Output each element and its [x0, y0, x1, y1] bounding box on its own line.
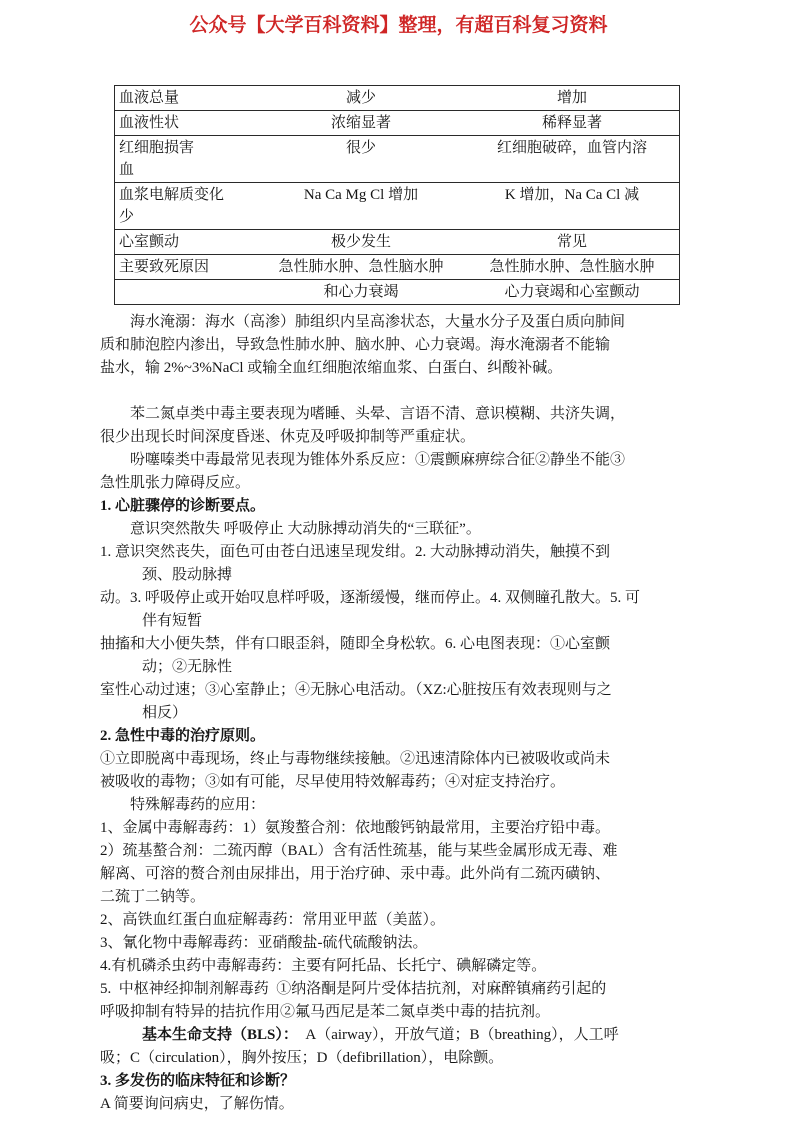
line-text: 呼吸抑制有特异的拮抗作用②氟马西尼是苯二氮卓类中毒的拮抗剂。: [100, 1004, 551, 1020]
section-heading: [100, 725, 697, 748]
table-cell: 增加: [556, 90, 587, 106]
text-line: [100, 794, 697, 817]
text-line: [100, 357, 697, 380]
text-line: [100, 702, 697, 725]
bold-text: 1. 心脏骤停的诊断要点。: [100, 498, 266, 514]
table-cell: 红细胞破碎，血管内溶: [496, 140, 647, 156]
line-text: 特殊解毒药的应用：: [130, 797, 266, 813]
text-line: [100, 840, 697, 863]
page-title: 公众号【大学百科资料】整理，有超百科复习资料: [189, 15, 608, 36]
line-text: 苯二氮卓类中毒主要表现为嗜睡、头晕、言语不清、意识模糊、共济失调，: [130, 406, 626, 422]
line-text: 意识突然散失 呼吸停止 大动脉搏动消失的“三联征”。: [130, 521, 481, 537]
table-cell: 常见: [556, 234, 587, 250]
text-line: [100, 955, 697, 978]
table-row: [115, 230, 679, 255]
line-text: 很少出现长时间深度昏迷、休克及呼吸抑制等严重症状。: [100, 429, 476, 445]
table-cell: 主要致死原因: [119, 259, 210, 275]
line-text: 相反）: [142, 705, 188, 721]
text-line: [100, 426, 697, 449]
text-line: [100, 1047, 697, 1070]
table-cell: 减少: [345, 90, 376, 106]
line-text: 抽搐和大小便失禁，伴有口眼歪斜，随即全身松软。6. 心电图表现：①心室颤: [100, 636, 611, 652]
line-text: 盐水，输 2%~3%NaCl 或输全血红细胞浓缩血浆、白蛋白、纠酸补碱。: [100, 360, 563, 376]
table-cell-wrap: 血: [119, 162, 135, 178]
table-cell: 浓缩显著: [330, 115, 391, 131]
line-text: 室性心动过速；③心室静止；④无脉心电活动。（XZ:心脏按压有效表现则与之: [100, 682, 612, 698]
line-text: 1、金属中毒解毒药：1）氨羧螯合剂：依地酸钙钠最常用，主要治疗铅中毒。: [100, 820, 611, 836]
text-line: [100, 978, 697, 1001]
section-heading: [100, 1070, 697, 1093]
text-line: [100, 403, 697, 426]
text-line: [100, 1093, 697, 1116]
line-text: 吩噻嗪类中毒最常见表现为锥体外系反应：①震颤麻痹综合征②静坐不能③: [130, 452, 626, 468]
table-row: [115, 136, 679, 183]
line-text: 颈、股动脉搏: [142, 567, 233, 583]
line-text: 2、高铁血红蛋白血症解毒药：常用亚甲蓝（美蓝）。: [100, 912, 446, 928]
line-text: 二巯丁二钠等。: [100, 889, 206, 905]
line-text: 1. 意识突然丧失，面色可由苍白迅速呈现发绀。2. 大动脉搏动消失，触摸不到: [100, 544, 611, 560]
text-line: [100, 449, 697, 472]
bold-text: 基本生命支持（BLS）：: [142, 1027, 298, 1043]
text-line: [100, 817, 697, 840]
line-text: 海水淹溺：海水（高渗）肺组织内呈高渗状态，大量水分子及蛋白质向肺间: [130, 314, 626, 330]
table-row: [115, 183, 679, 230]
line-text: A 简要询问病史，了解伤情。: [100, 1096, 294, 1112]
text-line: [100, 886, 697, 909]
text-line: [100, 1024, 697, 1047]
table-cell: [115, 281, 257, 303]
line-text: 2）巯基螯合剂：二巯丙醇（BAL）含有活性巯基，能与某些金属形成无毒、难: [100, 843, 618, 859]
text-line: [100, 656, 697, 679]
text-line: [100, 518, 697, 541]
line-text: 动；②无脉性: [142, 659, 233, 675]
text-line: [100, 587, 697, 610]
table-cell: K 增加，Na Ca Cl 减: [504, 187, 640, 203]
table-cell: 血浆电解质变化: [119, 187, 225, 203]
text-line: [100, 311, 697, 334]
bold-text: 3. 多发伤的临床特征和诊断？: [100, 1073, 296, 1089]
blank-line: [100, 380, 697, 403]
table-cell: 极少发生: [330, 234, 391, 250]
table-cell: 心室颤动: [119, 234, 180, 250]
line-text: 被吸收的毒物；③如有可能，尽早使用特效解毒药；④对症支持治疗。: [100, 774, 566, 790]
line-text: 4.有机磷杀虫药中毒解毒药：主要有阿托品、长托宁、碘解磷定等。: [100, 958, 547, 974]
text-line: [100, 334, 697, 357]
text-line: [100, 909, 697, 932]
table-cell: 和心力衰竭: [323, 284, 399, 300]
text-line: [100, 541, 697, 564]
comparison-table: [114, 85, 680, 305]
text-line: [100, 472, 697, 495]
table-cell: 血液性状: [119, 115, 180, 131]
line-text: ①立即脱离中毒现场，终止与毒物继续接触。②迅速清除体内已被吸收或尚未: [100, 751, 611, 767]
table-row: [115, 280, 679, 305]
line-text: A（airway），开放气道；B（breathing），人工呼: [297, 1027, 619, 1043]
line-text: 质和肺泡腔内渗出，导致急性肺水肿、脑水肿、心力衰竭。海水淹溺者不能输: [100, 337, 611, 353]
text-line: [100, 748, 697, 771]
text-line: [100, 1001, 697, 1024]
text-line: [100, 610, 697, 633]
line-text: 吸；C（circulation），胸外按压；D（defibrillation），电除颤。: [100, 1050, 504, 1066]
table-cell: 急性肺水肿、急性脑水肿: [278, 259, 444, 275]
line-text: 急性肌张力障碍反应。: [100, 475, 251, 491]
text-line: [100, 679, 697, 702]
table-cell: 很少: [345, 140, 376, 156]
bold-text: 2. 急性中毒的治疗原则。: [100, 728, 266, 744]
table-cell: 红细胞损害: [119, 140, 195, 156]
line-text: 伴有短暂: [142, 613, 203, 629]
text-line: [100, 771, 697, 794]
text-line: [100, 633, 697, 656]
section-heading: [100, 495, 697, 518]
table-row: [115, 111, 679, 136]
line-text: 5. 中枢神经抑制剂解毒药 ①纳洛酮是阿片受体拮抗剂，对麻醉镇痛药引起的: [100, 981, 607, 997]
table-row: [115, 255, 679, 280]
line-text: 3、氰化物中毒解毒药：亚硝酸盐-硫代硫酸钠法。: [100, 935, 428, 951]
table-cell-wrap: 少: [119, 209, 135, 225]
text-line: [100, 932, 697, 955]
text-line: [100, 564, 697, 587]
table-cell: 血液总量: [119, 90, 180, 106]
text-line: [100, 863, 697, 886]
table-cell: 心力衰竭和心室颤动: [504, 284, 640, 300]
table-cell: 急性肺水肿、急性脑水肿: [489, 259, 655, 275]
line-text: 解离、可溶的赘合剂由尿排出，用于治疗砷、汞中毒。此外尚有二巯丙磺钠、: [100, 866, 611, 882]
line-text: 动。3. 呼吸停止或开始叹息样呼吸，逐渐缓慢，继而停止。4. 双侧瞳孔散大。5. 可: [100, 590, 641, 606]
table-cell: Na Ca Mg Cl 增加: [303, 187, 419, 203]
table-row: [115, 86, 679, 111]
table-cell: 稀释显著: [541, 115, 602, 131]
